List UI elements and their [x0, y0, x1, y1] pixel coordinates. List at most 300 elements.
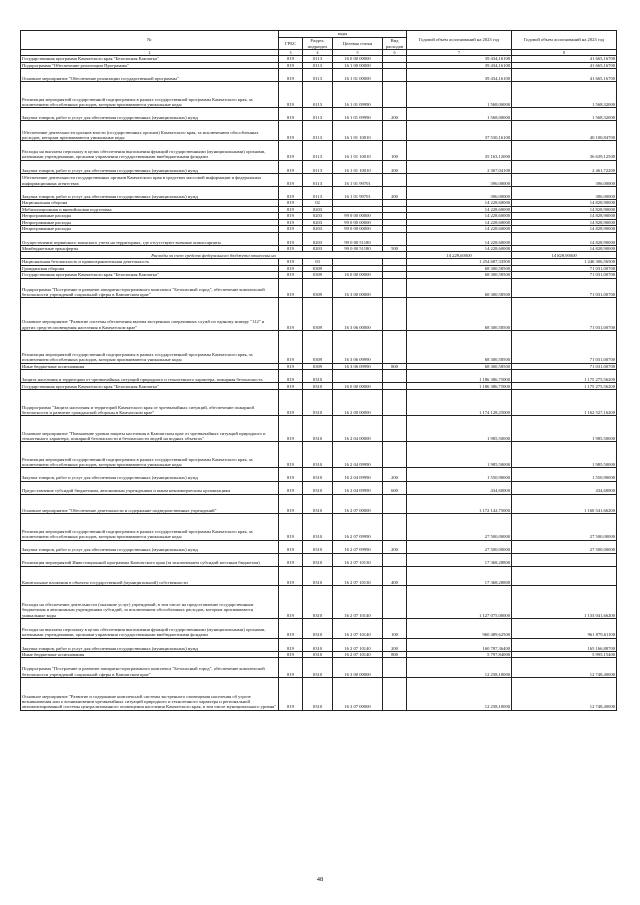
row-vid: 200: [383, 160, 407, 173]
row-razdel: 0310: [303, 389, 333, 415]
row-grbs: 819: [279, 370, 303, 383]
row-razdel: 0310: [303, 370, 333, 383]
row-amount-b: 165 166,88700: [512, 638, 617, 651]
row-grbs: 819: [279, 638, 303, 651]
row-vid: [383, 389, 407, 415]
row-amount-a: 1 985,50000: [407, 442, 512, 468]
row-grbs: 819: [279, 540, 303, 553]
row-name: Иные бюджетные ассигнования: [21, 651, 279, 658]
row-amount-a: 1 568,00000: [407, 82, 512, 108]
row-target: 16 1 01 09990: [333, 82, 383, 108]
row-target: 16 0 00 00000: [333, 383, 383, 390]
col-num: 3: [279, 50, 303, 56]
row-target: 16 3 00 00000: [333, 278, 383, 298]
row-target: 16 3 00 00000: [333, 658, 383, 678]
row-vid: [383, 586, 407, 619]
row-name: Межбюджетные трансферты: [21, 245, 279, 252]
row-target: 16 2 07 00000: [333, 494, 383, 514]
row-vid: [383, 121, 407, 141]
row-target: 16 2 07 10130: [333, 553, 383, 566]
row-amount-a: 14 228,60000: [407, 200, 512, 207]
row-grbs: 819: [279, 265, 303, 272]
row-grbs: 819: [279, 213, 303, 220]
row-target: 16 1 00 00000: [333, 62, 383, 69]
row-vid: 800: [383, 651, 407, 658]
row-vid: [383, 553, 407, 566]
row-razdel: 0310: [303, 494, 333, 514]
row-razdel: 0113: [303, 82, 333, 108]
row-razdel: 0310: [303, 383, 333, 390]
row-target: 16 1 01 99701: [333, 173, 383, 186]
row-amount-b: 27 500,00000: [512, 540, 617, 553]
row-grbs: 819: [279, 494, 303, 514]
row-amount-a: 1 172 142,75000: [407, 494, 512, 514]
row-razdel: 0310: [303, 651, 333, 658]
row-vid: [383, 416, 407, 442]
row-amount-a: 68 300,58500: [407, 330, 512, 363]
note-cell: Расходы за счет средств федерального бюджета отнесены на: [21, 252, 407, 259]
row-target: 99 0 00 00000: [333, 226, 383, 233]
row-amount-b: 1 160 541,66200: [512, 494, 617, 514]
row-target: 16 2 07 10140: [333, 586, 383, 619]
row-vid: [383, 330, 407, 363]
row-vid: 200: [383, 108, 407, 121]
row-amount-b: 14 828,90000: [512, 252, 617, 259]
table-row: [21, 658, 617, 678]
row-grbs: 819: [279, 586, 303, 619]
row-amount-b: 71 031,00700: [512, 272, 617, 279]
row-name: Подпрограмма "Построение и развитие аппаратно-программного комплекса "Безопасный город", обеспечение комплексной безопасности учреждений социальной сферы в Камчатском крае": [21, 278, 279, 298]
budget-table-body: [21, 56, 617, 711]
row-name: Закупка товаров, работ и услуг для обеспечения государственных (муниципальных) нужд: [21, 186, 279, 199]
row-amount-a: 14 228,60000: [407, 245, 512, 252]
row-razdel: 0310: [303, 514, 333, 540]
row-name: Основное мероприятие "Повышение уровня защиты населения в Камчатском крае от чрезвычайных ситуаций природного и техногенного характера, пожарной безопасности и безопасности людей на водных объектах": [21, 416, 279, 442]
row-amount-b: 1 568,32000: [512, 82, 617, 108]
row-amount-a: 39 434,16100: [407, 69, 512, 82]
row-grbs: 819: [279, 219, 303, 226]
row-amount-b: 36 639,12500: [512, 141, 617, 161]
table-row: [21, 540, 617, 553]
row-amount-b: 14 828,90000: [512, 245, 617, 252]
table-row: [21, 232, 617, 245]
row-grbs: 819: [279, 200, 303, 207]
row-amount-a: 14 228,60000: [407, 219, 512, 226]
row-razdel: 0309: [303, 330, 333, 363]
row-target: 16 3 06 00000: [333, 298, 383, 331]
row-amount-a: 12 258,10000: [407, 678, 512, 711]
row-amount-b: 71 031,00700: [512, 330, 617, 363]
row-grbs: 819: [279, 245, 303, 252]
row-razdel: 0203: [303, 245, 333, 252]
table-row: [21, 442, 617, 468]
row-target: 99 0 00 00000: [333, 219, 383, 226]
row-grbs: 819: [279, 619, 303, 639]
table-row: [21, 278, 617, 298]
row-grbs: 819: [279, 141, 303, 161]
row-name: Закупка товаров, работ и услуг для обеспечения государственных (муниципальных) нужд: [21, 160, 279, 173]
row-amount-a: 434,60000: [407, 481, 512, 494]
row-amount-b: 1 246 306,56500: [512, 258, 617, 265]
row-vid: [383, 82, 407, 108]
row-razdel: 0113: [303, 56, 333, 63]
row-grbs: 819: [279, 160, 303, 173]
row-amount-a: 35 163,12000: [407, 141, 512, 161]
row-amount-b: 41 665,16700: [512, 69, 617, 82]
row-amount-a: 17 368,28800: [407, 566, 512, 586]
row-grbs: 819: [279, 108, 303, 121]
row-amount-a: 12 258,10000: [407, 658, 512, 678]
row-amount-a: 14 228,60000: [407, 206, 512, 213]
row-target: 16 2 04 09990: [333, 442, 383, 468]
row-amount-b: 1 133 041,66200: [512, 586, 617, 619]
row-name: Обеспечение деятельности органов власти (государственных органов) Камчатского края, за исключением обособленных расходов, которым присваиваются уникальные коды: [21, 121, 279, 141]
row-vid: [383, 278, 407, 298]
row-grbs: 819: [279, 481, 303, 494]
row-razdel: 0113: [303, 141, 333, 161]
row-vid: [383, 298, 407, 331]
row-amount-b: 1 985,50000: [512, 442, 617, 468]
row-name: Государственная программа Камчатского края "Безопасная Камчатка": [21, 383, 279, 390]
header-volume-a: Годовой объем ассигнований на 2023 год: [407, 31, 512, 50]
row-target: 16 1 01 10010: [333, 121, 383, 141]
row-grbs: 819: [279, 272, 303, 279]
row-razdel: 0203: [303, 226, 333, 233]
row-razdel: 0310: [303, 540, 333, 553]
row-amount-a: 5 797,84000: [407, 651, 512, 658]
row-razdel: 0203: [303, 232, 333, 245]
row-vid: [383, 69, 407, 82]
row-amount-a: 1 254 687,33500: [407, 258, 512, 265]
col-num: 4: [303, 50, 333, 56]
row-vid: 600: [383, 481, 407, 494]
row-amount-b: 12 748,40000: [512, 658, 617, 678]
row-grbs: 819: [279, 173, 303, 186]
row-amount-a: 68 300,58500: [407, 363, 512, 370]
row-name: Подпрограмма "Защита населения и территорий Камчатского края от чрезвычайных ситуаций, обеспечение пожарной безопасности и развитие гражданской обороны в Камчатском крае": [21, 389, 279, 415]
row-target: 16 0 00 00000: [333, 272, 383, 279]
row-vid: 100: [383, 619, 407, 639]
row-amount-b: 434,60000: [512, 481, 617, 494]
row-amount-b: 2 461,72200: [512, 160, 617, 173]
row-target: 16 2 07 10140: [333, 619, 383, 639]
row-razdel: 0310: [303, 468, 333, 481]
row-vid: [383, 173, 407, 186]
row-razdel: 0203: [303, 219, 333, 226]
row-amount-a: 68 300,58500: [407, 298, 512, 331]
row-amount-b: 40 100,84700: [512, 121, 617, 141]
row-vid: [383, 658, 407, 678]
row-razdel: 0113: [303, 173, 333, 186]
header-codes: коды: [279, 31, 407, 38]
row-amount-b: 14 828,90000: [512, 232, 617, 245]
row-razdel: 0310: [303, 619, 333, 639]
row-razdel: 0310: [303, 442, 333, 468]
row-name: Осуществление первичного воинского учета на территориях, где отсутствуют военные комиссариаты: [21, 232, 279, 245]
row-grbs: 819: [279, 278, 303, 298]
row-target: 16 1 01 10010: [333, 160, 383, 173]
row-grbs: 819: [279, 416, 303, 442]
row-razdel: 0310: [303, 481, 333, 494]
row-vid: [383, 494, 407, 514]
row-target: 16 3 07 00000: [333, 678, 383, 711]
table-row: [21, 619, 617, 639]
row-amount-a: 1 174 128,25000: [407, 389, 512, 415]
row-grbs: 819: [279, 658, 303, 678]
col-num: 8: [512, 50, 617, 56]
row-razdel: 0310: [303, 678, 333, 711]
row-amount-a: 68 300,58500: [407, 278, 512, 298]
row-vid: [383, 442, 407, 468]
table-row: [21, 553, 617, 566]
row-grbs: 819: [279, 651, 303, 658]
row-grbs: 819: [279, 82, 303, 108]
row-amount-b: 41 665,16700: [512, 62, 617, 69]
row-name: Национальная безопасность и правоохранительная деятельность: [21, 258, 279, 265]
row-vid: 400: [383, 566, 407, 586]
row-target: 16 1 01 09990: [333, 108, 383, 121]
row-name: Иные бюджетные ассигнования: [21, 363, 279, 370]
row-name: Реализация мероприятий государственной подпрограммы в рамках государственной программы Камчатского края, за исключением обособленных расходов, которым присваиваются уникальные коды: [21, 514, 279, 540]
row-razdel: 0203: [303, 206, 333, 213]
table-row: [21, 370, 617, 383]
table-row: [21, 481, 617, 494]
row-name: Реализация мероприятий государственной подпрограммы в рамках государственной программы Камчатского края, за исключением обособленных расходов, которым присваиваются уникальные коды: [21, 330, 279, 363]
row-amount-b: 1 568,32000: [512, 108, 617, 121]
row-target: 16 1 01 00000: [333, 69, 383, 82]
row-grbs: 819: [279, 62, 303, 69]
row-vid: 100: [383, 141, 407, 161]
row-razdel: 0113: [303, 69, 333, 82]
col-num: 7: [407, 50, 512, 56]
row-name: Обеспечение деятельности государственных органов Камчатского края в средствах массовой информации и федеральных информационных агентствах: [21, 173, 279, 186]
row-amount-b: 14 828,90000: [512, 226, 617, 233]
row-name: Капитальные вложения в объекты государственной (муниципальной) собственности: [21, 566, 279, 586]
header-grbs: ГРБС: [279, 38, 303, 50]
row-amount-a: 17 368,28800: [407, 553, 512, 566]
row-vid: 800: [383, 363, 407, 370]
row-target: 16 2 07 09990: [333, 514, 383, 540]
row-amount-a: 396,00000: [407, 186, 512, 199]
row-grbs: 819: [279, 678, 303, 711]
row-amount-a: 1 568,00000: [407, 108, 512, 121]
table-row: [21, 186, 617, 199]
row-name: Основное мероприятие "Развитие системы обеспечения вызова экстренных оперативных служб по единому номеру "112" и других средств оповещения населения в Камчатском крае": [21, 298, 279, 331]
row-razdel: 0310: [303, 566, 333, 586]
row-razdel: 0309: [303, 265, 333, 272]
row-amount-b: 27 500,00000: [512, 514, 617, 540]
table-row: [21, 638, 617, 651]
row-amount-a: 14 228,60000: [407, 226, 512, 233]
row-vid: 500: [383, 245, 407, 252]
row-amount-b: 71 031,00700: [512, 265, 617, 272]
row-grbs: 819: [279, 514, 303, 540]
row-amount-a: 1 127 075,00000: [407, 586, 512, 619]
row-amount-b: 1 985,50000: [512, 416, 617, 442]
row-amount-b: 1 162 527,16200: [512, 389, 617, 415]
budget-table-sheet: [20, 30, 616, 711]
col-num: 2: [21, 50, 279, 56]
row-razdel: 0310: [303, 416, 333, 442]
row-grbs: 819: [279, 232, 303, 245]
row-amount-a: 14 228,60000: [407, 232, 512, 245]
row-amount-b: 14 828,90000: [512, 213, 617, 220]
row-grbs: 819: [279, 258, 303, 265]
row-grbs: 819: [279, 566, 303, 586]
row-grbs: 819: [279, 69, 303, 82]
header-razdel: Раздел, подраздел: [303, 38, 333, 50]
row-razdel: 0310: [303, 638, 333, 651]
row-name: Основное мероприятие "Обеспечение деятельности и содержание подведомственных учреждений": [21, 494, 279, 514]
row-amount-a: 37 530,16100: [407, 121, 512, 141]
table-row: [21, 298, 617, 331]
row-razdel: 0203: [303, 213, 333, 220]
row-razdel: 03: [303, 258, 333, 265]
row-grbs: 819: [279, 226, 303, 233]
table-row: [21, 389, 617, 415]
row-razdel: 0310: [303, 658, 333, 678]
row-amount-b: [512, 566, 617, 586]
row-name: Защита населения и территории от чрезвычайных ситуаций природного и техногенного характера, пожарная безопасность: [21, 370, 279, 383]
row-name: Основное мероприятие "Развитие и содержание комплексной системы экстренного оповещения населения об угрозе возникновения или о возникновении чрезвычайных ситуаций природного и техногенного характера и региональной автоматизированной системы централизованного оповещения населения Камчатского края, в том числе муниципального уровня": [21, 678, 279, 711]
row-amount-b: 71 031,00700: [512, 363, 617, 370]
row-amount-b: 961 879,61100: [512, 619, 617, 639]
row-name: Мобилизационная и вневойсковая подготовка: [21, 206, 279, 213]
row-amount-b: 396,00000: [512, 186, 617, 199]
row-amount-b: 71 031,00700: [512, 298, 617, 331]
table-row: [21, 468, 617, 481]
row-amount-b: 12 748,40000: [512, 678, 617, 711]
row-razdel: 0113: [303, 160, 333, 173]
table-row: [21, 108, 617, 121]
row-razdel: 0309: [303, 272, 333, 279]
col-num: 5: [333, 50, 383, 56]
row-target: 16 1 01 99701: [333, 186, 383, 199]
row-vid: [383, 678, 407, 711]
row-amount-b: 41 665,16700: [512, 56, 617, 63]
row-amount-a: 39 434,16100: [407, 62, 512, 69]
row-target: 99 0 00 51180: [333, 232, 383, 245]
row-amount-a: 68 300,58500: [407, 265, 512, 272]
row-razdel: 0309: [303, 278, 333, 298]
header-tsel: Целевая статья: [333, 38, 383, 50]
page-number: 48: [316, 876, 324, 883]
row-grbs: 819: [279, 186, 303, 199]
row-name: Непрограммные расходы: [21, 219, 279, 226]
row-amount-b: 5 995,15400: [512, 651, 617, 658]
row-amount-a: 396,00000: [407, 173, 512, 186]
table-row: [21, 416, 617, 442]
row-amount-b: 71 031,00700: [512, 278, 617, 298]
row-amount-b: [512, 553, 617, 566]
row-target: 16 2 07 10130: [333, 566, 383, 586]
row-target: 16 2 07 10140: [333, 638, 383, 651]
table-row: [21, 173, 617, 186]
row-amount-b: 14 828,90000: [512, 200, 617, 207]
row-amount-b: 396,00000: [512, 173, 617, 186]
row-target: 16 2 04 09990: [333, 468, 383, 481]
row-name: Расходы на обеспечение деятельности (оказание услуг) учреждений, в том числе на предоставление государственным бюджетным и автономным учреждениям субсидий, за исключением обособленных расходов, которым присваиваются уникальные коды: [21, 586, 279, 619]
row-target: 16 3 06 09990: [333, 330, 383, 363]
row-name: Национальная оборона: [21, 200, 279, 207]
row-amount-a: 1 985,50000: [407, 416, 512, 442]
table-row: [21, 69, 617, 82]
row-target: 16 2 04 09990: [333, 481, 383, 494]
row-grbs: 819: [279, 553, 303, 566]
table-row: [21, 566, 617, 586]
row-name: Гражданская оборона: [21, 265, 279, 272]
table-row: [21, 121, 617, 141]
row-vid: [383, 232, 407, 245]
table-row: [21, 586, 617, 619]
row-amount-b: 1 175 275,56200: [512, 383, 617, 390]
row-razdel: 0309: [303, 363, 333, 370]
table-row: [21, 330, 617, 363]
row-name: Реализация мероприятий государственной подпрограммы в рамках государственной программы Камчатского края, за исключением обособленных расходов, которым присваиваются уникальные коды: [21, 82, 279, 108]
row-target: 16 2 07 10140: [333, 651, 383, 658]
row-razdel: 0113: [303, 108, 333, 121]
row-name: Непрограммные расходы: [21, 226, 279, 233]
row-name: Закупка товаров, работ и услуг для обеспечения государственных (муниципальных) нужд: [21, 638, 279, 651]
row-name: Реализация мероприятий Инвестиционной программы Камчатского края (за исключением субсидий местным бюджетам): [21, 553, 279, 566]
header-volume-b: Годовой объем ассигнований на 2023 год: [512, 31, 617, 50]
row-grbs: 819: [279, 383, 303, 390]
row-grbs: 819: [279, 389, 303, 415]
row-name: Закупка товаров, работ и услуг для обеспечения государственных (муниципальных) нужд: [21, 468, 279, 481]
row-grbs: 819: [279, 298, 303, 331]
row-name: Расходы на выплаты персоналу в целях обеспечения выполнения функций государственными (муниципальными) органами, казенными учреждениями, органами управления государственными внебюджетными фондами: [21, 141, 279, 161]
row-amount-a: 2 367,04100: [407, 160, 512, 173]
header-vid: Вид расходов: [383, 38, 407, 50]
row-razdel: 0310: [303, 553, 333, 566]
row-razdel: 0113: [303, 62, 333, 69]
row-grbs: 819: [279, 121, 303, 141]
row-name: Государственная программа Камчатского края "Безопасная Камчатка": [21, 272, 279, 279]
row-target: 99 0 00 00000: [333, 213, 383, 220]
row-grbs: 819: [279, 468, 303, 481]
row-target: [333, 370, 383, 383]
row-amount-b: 1 550,90000: [512, 468, 617, 481]
row-name: Закупка товаров, работ и услуг для обеспечения государственных (муниципальных) нужд: [21, 108, 279, 121]
row-amount-b: 14 828,90000: [512, 206, 617, 213]
row-amount-a: 14 228,60000: [407, 213, 512, 220]
table-row: [21, 678, 617, 711]
table-row: [21, 514, 617, 540]
row-grbs: 819: [279, 363, 303, 370]
row-target: 99 0 00 51180: [333, 245, 383, 252]
table-row: [21, 160, 617, 173]
col-num: 6: [383, 50, 407, 56]
row-name: Государственная программа Камчатского края "Безопасная Камчатка": [21, 56, 279, 63]
row-amount-a: 160 787,36400: [407, 638, 512, 651]
row-amount-a: 14 228,60000: [407, 252, 512, 259]
row-grbs: 819: [279, 206, 303, 213]
row-amount-a: 1 550,90000: [407, 468, 512, 481]
row-name: Непрограммные расходы: [21, 213, 279, 220]
row-amount-a: 68 300,58500: [407, 272, 512, 279]
row-amount-b: 1 175 275,56200: [512, 370, 617, 383]
row-target: 16 2 07 09990: [333, 540, 383, 553]
table-row: [21, 82, 617, 108]
row-name: Подпрограмма "Построение и развитие аппаратно-программного комплекса "Безопасный город", обеспечение комплексной безопасности учреждений социальной сферы в Камчатском крае": [21, 658, 279, 678]
row-amount-a: 39 434,16100: [407, 56, 512, 63]
row-amount-a: 27 500,00000: [407, 540, 512, 553]
row-name: Предоставление субсидий бюджетным, автономным учреждениям и иным некоммерческим организациям: [21, 481, 279, 494]
row-vid: 200: [383, 540, 407, 553]
row-amount-a: 27 500,00000: [407, 514, 512, 540]
table-row: [21, 141, 617, 161]
row-target: 16 1 01 10010: [333, 141, 383, 161]
